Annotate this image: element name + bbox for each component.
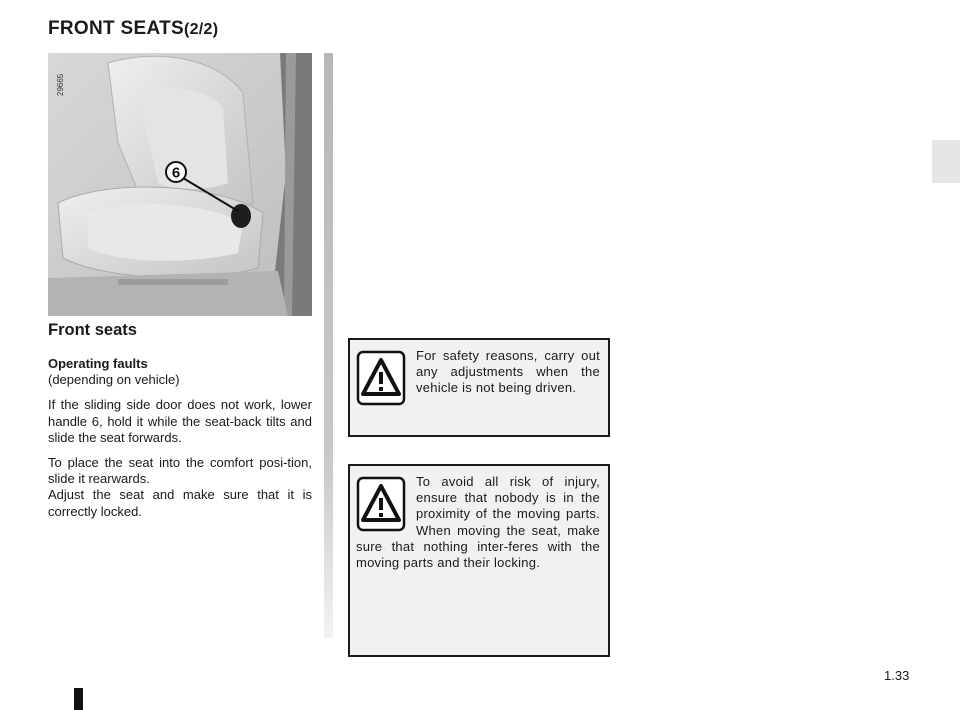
callout-6-label: 6 (171, 164, 181, 182)
page-title (48, 18, 218, 40)
warning-text: To avoid all risk of injury, ensure that nobody is in the proximity of the moving parts. When moving the seat, make sure that nothing inter-feres with the moving parts and their locking. (356, 474, 600, 571)
seat-photo (48, 53, 312, 316)
chapter-tab (932, 140, 960, 183)
warning-triangle-icon (356, 476, 406, 532)
warning-box (348, 464, 610, 657)
section-title: Front seats (48, 321, 137, 339)
subheading: Operating faults (48, 356, 148, 371)
warning-triangle-icon (356, 350, 406, 406)
paragraph: To place the seat into the comfort posi-tion, slide it rearwards. (48, 455, 312, 487)
column-separator (324, 53, 333, 638)
image-code: 29665 (56, 73, 65, 96)
page-title-main: FRONT SEATS (48, 18, 184, 39)
page-title-part: (2/2) (183, 21, 219, 38)
corner-mark (74, 688, 83, 710)
paragraph-intro (48, 356, 312, 388)
paragraph: If the sliding side door does not work, lower handle 6, hold it while the seat-back tilts and slide the seat forwards. (48, 397, 312, 445)
condition-note: (depending on vehicle) (48, 372, 180, 388)
page-number: 1.33 (884, 668, 910, 683)
seat-illustration (48, 53, 312, 316)
warning-box (348, 338, 610, 437)
paragraph: Adjust the seat and make sure that it is correctly locked. (48, 487, 312, 519)
section-body (48, 356, 312, 529)
warning-text: For safety reasons, carry out any adjustments when the vehicle is not being driven. (416, 348, 600, 396)
